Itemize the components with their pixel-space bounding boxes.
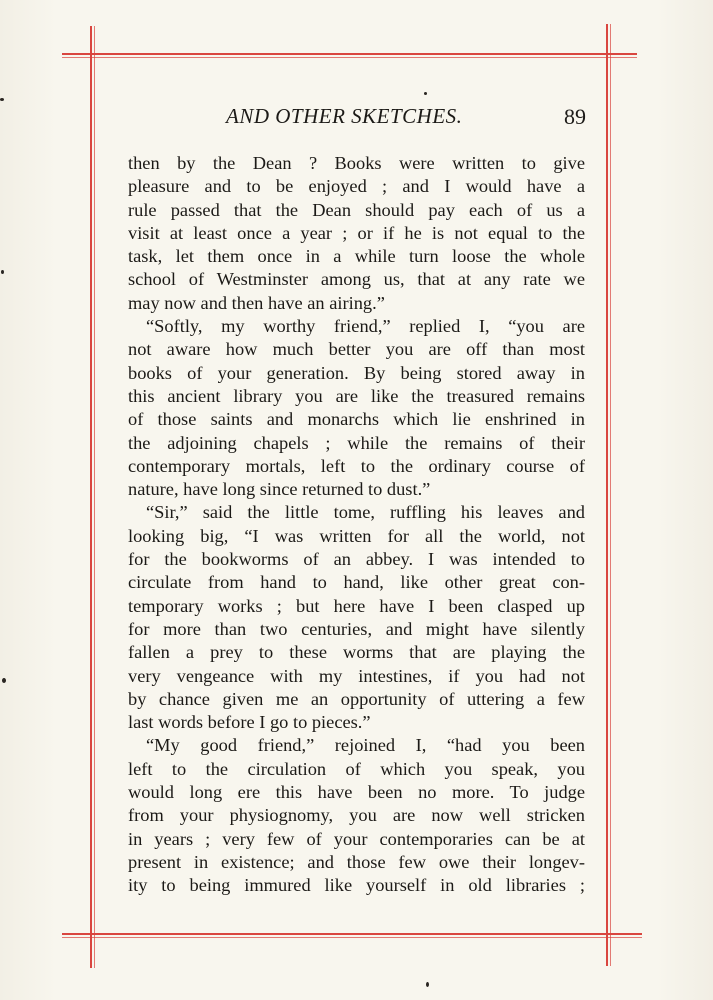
text-line: pleasure and to be enjoyed ; and I would have a	[128, 176, 585, 197]
text-line: then by the Dean ? Books were written to give	[128, 153, 585, 173]
text-line: “My good friend,” rejoined I, “had you been	[146, 735, 585, 756]
top-border-rule	[62, 53, 637, 55]
text-line: school of Westminster among us, that at any rate we	[128, 269, 585, 290]
text-line: for more than two centuries, and might have silently	[128, 618, 585, 639]
text-line: would long ere this have been no more. To judge	[128, 782, 585, 803]
text-line: left to the circulation of which you speak, you	[128, 758, 585, 779]
ink-speck	[2, 678, 6, 683]
text-line: temporary works ; but here have I been clasped up	[128, 595, 585, 616]
text-line: nature, have long since returned to dust.”	[128, 479, 431, 500]
body-text	[128, 152, 585, 898]
text-line: books of your generation. By being stored away in	[128, 362, 585, 383]
text-line: task, let them once in a while turn loose the whole	[128, 246, 585, 267]
text-line: fallen a prey to these worms that are playing the	[128, 642, 585, 663]
page-number: 89	[564, 104, 586, 129]
bottom-border-rule	[62, 933, 642, 935]
text-line: looking big, “I was written for all the world, not	[128, 525, 585, 546]
text-line: contemporary mortals, left to the ordinary course of	[128, 455, 585, 476]
left-border-rule	[90, 26, 92, 968]
text-line: visit at least once a year ; or if he is not equal to the	[128, 222, 585, 243]
text-line: “Sir,” said the little tome, ruffling his leaves and	[146, 502, 585, 523]
text-line: of those saints and monarchs which lie enshrined in	[128, 409, 585, 430]
page-header	[128, 104, 586, 134]
text-line: this ancient library you are like the treasured remains	[128, 385, 585, 406]
text-line: from your physiognomy, you are now well stricken	[128, 805, 585, 826]
text-line: in years ; very few of your contemporaries can be at	[128, 828, 585, 849]
ink-speck	[0, 98, 4, 101]
text-line: for the bookworms of an abbey. I was intended to	[128, 549, 585, 570]
right-border-rule-inner	[610, 24, 611, 966]
text-line: last words before I go to pieces.”	[128, 712, 371, 733]
text-line: may now and then have an airing.”	[128, 292, 385, 313]
top-border-rule-inner	[62, 57, 637, 58]
left-border-rule-inner	[94, 26, 95, 968]
text-line: rule passed that the Dean should pay each of us a	[128, 199, 585, 220]
text-line: very vengeance with my intestines, if you had not	[128, 665, 585, 686]
text-line: not aware how much better you are off than most	[128, 339, 585, 360]
text-line: by chance given me an opportunity of uttering a few	[128, 688, 585, 709]
ink-speck	[424, 92, 427, 95]
ink-speck	[426, 982, 429, 987]
text-line: “Softly, my worthy friend,” replied I, “you are	[146, 316, 585, 337]
text-line: circulate from hand to hand, like other great con-	[128, 572, 585, 593]
text-line: the adjoining chapels ; while the remains of their	[128, 432, 585, 453]
right-border-rule	[606, 24, 608, 966]
bottom-border-rule-inner	[62, 937, 642, 938]
ink-speck	[1, 270, 4, 274]
text-line: present in existence; and those few owe their longev-	[128, 851, 585, 872]
running-head: AND OTHER SKETCHES.	[226, 104, 463, 128]
text-line: ity to being immured like yourself in old libraries ;	[128, 875, 585, 896]
